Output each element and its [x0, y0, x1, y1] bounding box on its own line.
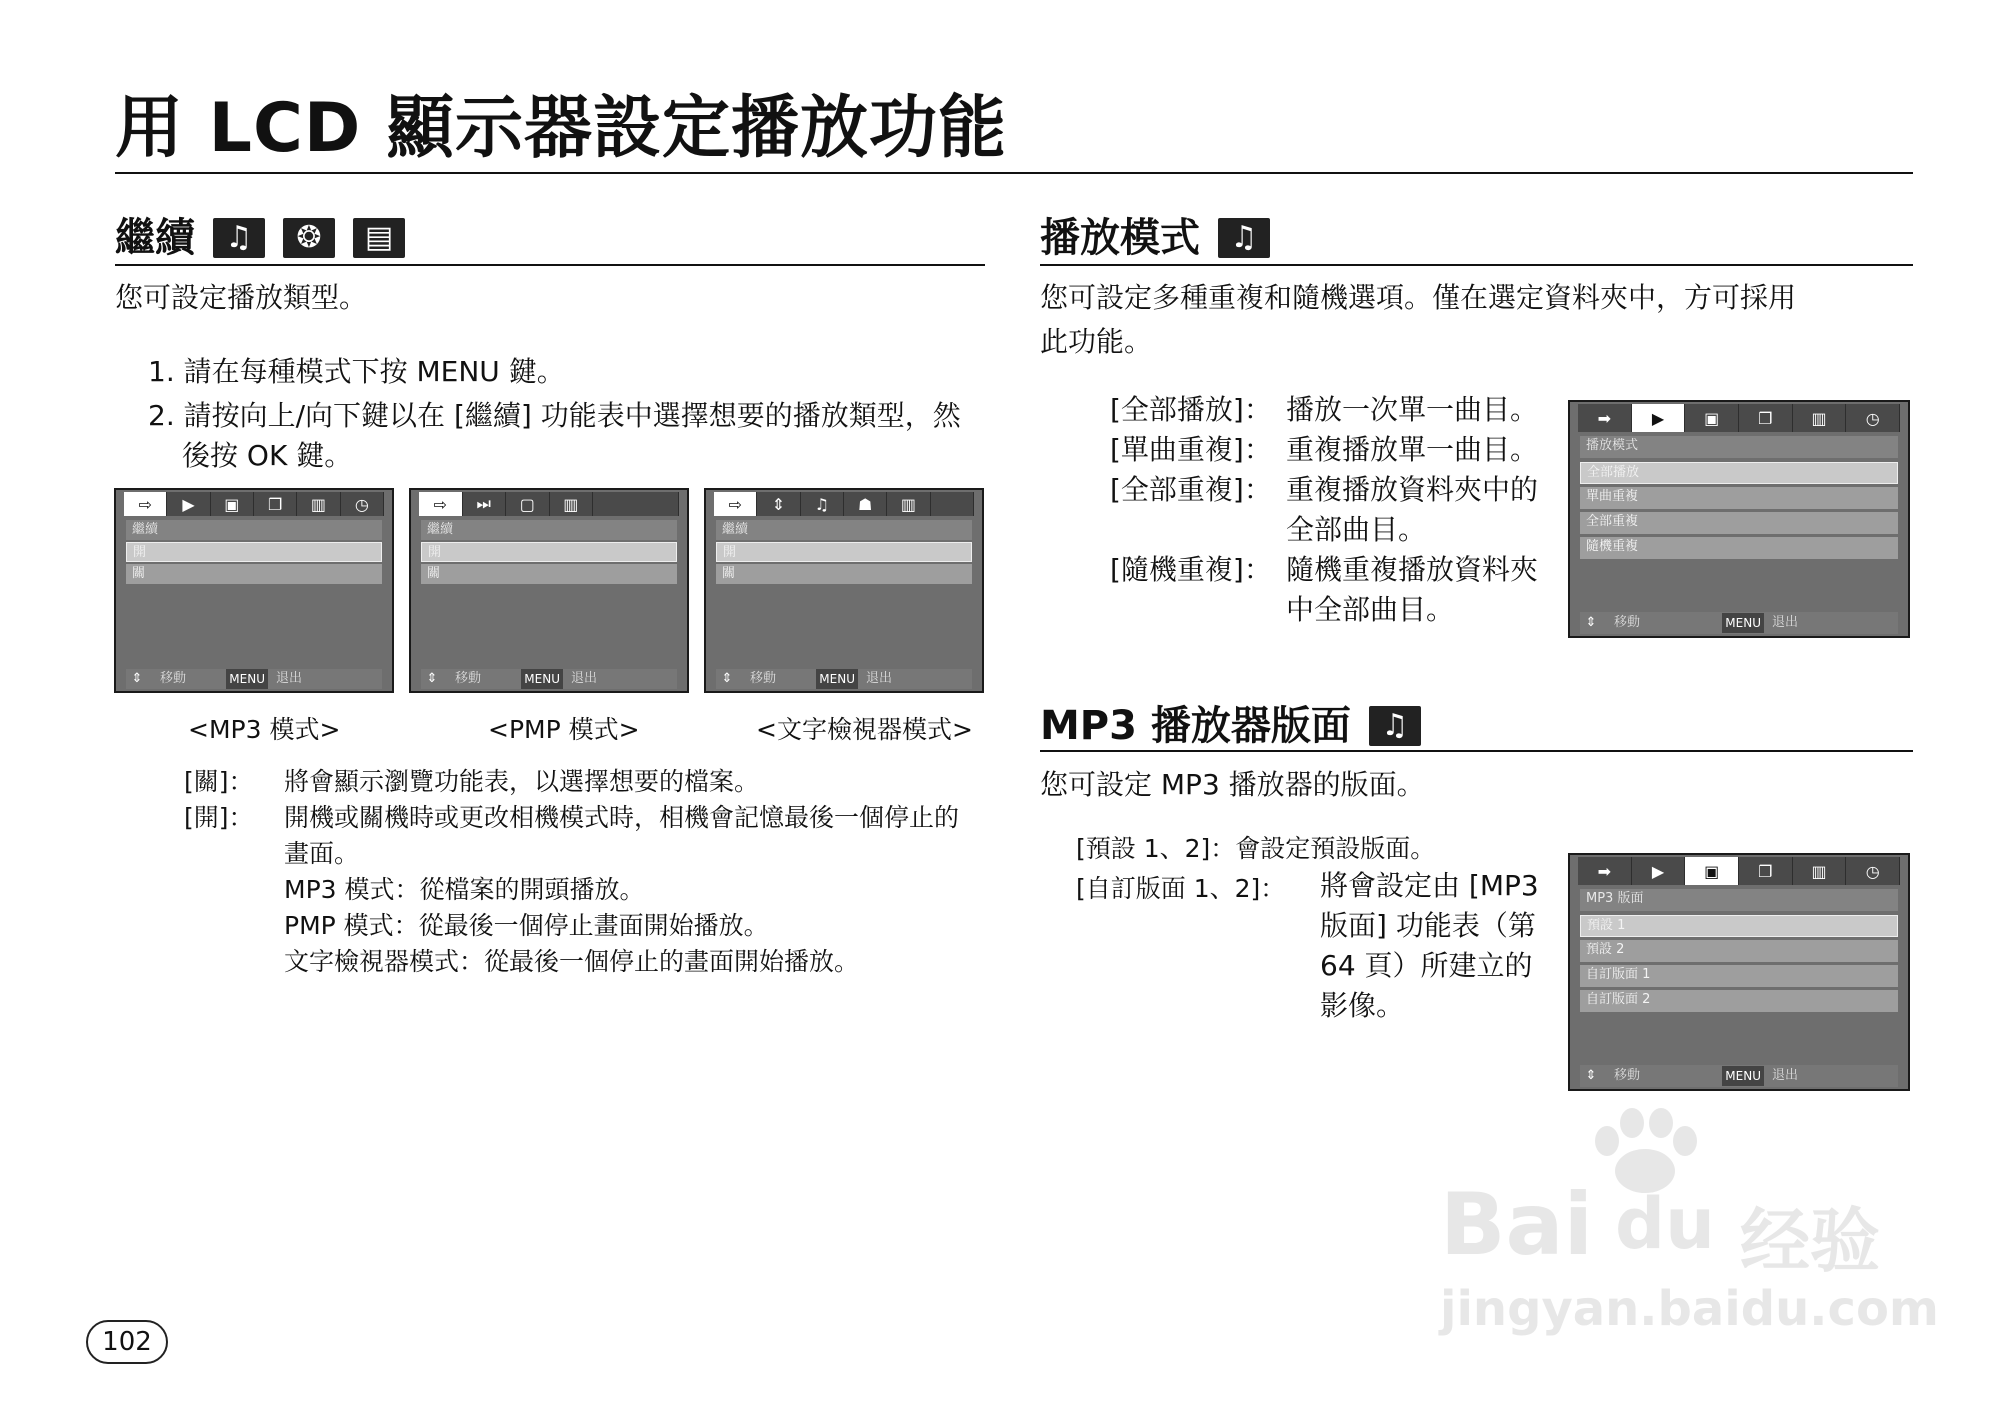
- screen-footer: [421, 669, 677, 689]
- up-down-arrow-icon: ⇕: [721, 671, 733, 686]
- play-mode-section-title: [1040, 215, 1270, 261]
- menu-title: 繼續: [421, 520, 677, 540]
- screen-footer: [716, 669, 972, 689]
- continue-step-2-line2: 後按 OK 鍵。: [182, 439, 353, 472]
- tab-arrow: ➡: [1578, 404, 1632, 432]
- repeat-one-label: [單曲重複]：: [1110, 433, 1272, 466]
- menu-key-label: MENU: [521, 669, 563, 689]
- tab-music: ♫: [801, 492, 844, 516]
- tab-mode: ▶: [1632, 857, 1686, 885]
- tab-voice: ☗: [844, 492, 887, 516]
- mp3-mode-caption: <MP3 模式>: [188, 715, 341, 744]
- off-description: 將會顯示瀏覽功能表，以選擇想要的檔案。: [284, 767, 760, 796]
- preset-skin-text: [預設 1、2]：會設定預設版面。: [1076, 834, 1436, 863]
- move-label: 移動: [1614, 1068, 1641, 1083]
- page-title: 用 LCD 顯示器設定播放功能: [115, 89, 1008, 168]
- play-all-text: 播放一次單一曲目。: [1286, 393, 1539, 426]
- menu-key-label: MENU: [816, 669, 858, 689]
- tab-delete: ▥: [887, 492, 930, 516]
- up-down-arrow-icon: ⇕: [426, 671, 438, 686]
- watermark-brand-du: du: [1615, 1183, 1715, 1265]
- menu-row-play-all: 全部播放: [1580, 462, 1898, 484]
- shuffle-label: [隨機重複]：: [1110, 553, 1272, 586]
- custom-skin-text-1: 將會設定由 [MP3: [1320, 869, 1539, 902]
- exit-label: 退出: [1771, 615, 1798, 630]
- watermark-suffix: 经验: [1740, 1200, 1880, 1282]
- menu-row-custom-1: 自訂版面 1: [1580, 965, 1898, 987]
- menu-tab-bar: [1578, 404, 1900, 432]
- on-description-2: 畫面。: [284, 839, 360, 868]
- menu-tab-bar: [124, 492, 384, 516]
- menu-row-on: 開: [421, 542, 677, 562]
- tab-arrow: ➡: [1578, 857, 1632, 885]
- exit-label: 退出: [275, 671, 302, 686]
- text-viewer-mode-caption: <文字檢視器模式>: [756, 715, 973, 744]
- play-mode-title-text: 播放模式: [1040, 215, 1200, 261]
- baidu-watermark: [1440, 1105, 1939, 1345]
- exit-label: 退出: [1771, 1068, 1798, 1083]
- menu-row-preset-1: 預設 1: [1580, 915, 1898, 937]
- on-description-4: PMP 模式：從最後一個停止畫面開始播放。: [284, 911, 769, 940]
- menu-tab-bar: [419, 492, 679, 516]
- custom-skin-text-2: 版面] 功能表（第: [1320, 909, 1536, 942]
- menu-row-repeat-one: 單曲重複: [1580, 487, 1898, 509]
- tab-skin: ▣: [211, 492, 254, 516]
- custom-skin-text-4: 影像。: [1320, 989, 1405, 1022]
- tab-slideshow: ❐: [1739, 404, 1793, 432]
- mp3-skin-intro: 您可設定 MP3 播放器的版面。: [1040, 768, 1425, 801]
- move-label: 移動: [750, 671, 777, 686]
- play-all-label: [全部播放]：: [1110, 393, 1272, 426]
- shuffle-text-1: 隨機重複播放資料夾: [1286, 553, 1539, 586]
- move-label: 移動: [160, 671, 187, 686]
- custom-skin-text-3: 64 頁）所建立的: [1320, 949, 1533, 982]
- menu-row-off: 關: [126, 564, 382, 584]
- menu-title: MP3 版面: [1580, 889, 1898, 911]
- repeat-all-text-2: 全部曲目。: [1286, 513, 1427, 546]
- play-mode-intro-1: 您可設定多種重複和隨機選項。僅在選定資料夾中，方可採用: [1040, 281, 1797, 314]
- continue-section-rule: [115, 264, 985, 266]
- tab-slideshow: ❐: [1739, 857, 1793, 885]
- up-down-arrow-icon: ⇕: [1585, 615, 1597, 630]
- menu-row-preset-2: 預設 2: [1580, 940, 1898, 962]
- mp3-skin-title-text: MP3 播放器版面: [1040, 703, 1351, 749]
- continue-step-2-line1: 2. 請按向上/向下鍵以在 [繼續] 功能表中選擇想要的播放類型，然: [148, 399, 961, 432]
- on-description-3: MP3 模式：從檔案的開頭播放。: [284, 875, 645, 904]
- move-label: 移動: [1614, 615, 1641, 630]
- document-icon: ▤: [353, 218, 405, 258]
- menu-row-on: 開: [126, 542, 382, 562]
- play-mode-section-rule: [1040, 264, 1913, 266]
- screen-footer: [1580, 612, 1898, 634]
- play-mode-screen: [1568, 400, 1910, 638]
- menu-row-on: 開: [716, 542, 972, 562]
- mp3-skin-section-rule: [1040, 750, 1913, 752]
- move-label: 移動: [455, 671, 482, 686]
- title-divider: [115, 172, 1913, 174]
- tab-timer: ◷: [341, 492, 384, 516]
- on-description-5: 文字檢視器模式：從最後一個停止的畫面開始播放。: [284, 947, 860, 976]
- tab-empty: [593, 492, 679, 516]
- pmp-mode-caption: <PMP 模式>: [488, 715, 640, 744]
- tab-arrow: ⇨: [124, 492, 167, 516]
- up-down-arrow-icon: ⇕: [1585, 1068, 1597, 1083]
- tab-frame: ▢: [506, 492, 550, 516]
- tab-arrow: ⇨: [714, 492, 757, 516]
- custom-skin-label: [自訂版面 1、2]：: [1076, 874, 1286, 903]
- menu-key-label: MENU: [226, 669, 268, 689]
- continue-intro: 您可設定播放類型。: [115, 281, 368, 314]
- on-description-1: 開機或關機時或更改相機模式時，相機會記憶最後一個停止的: [284, 803, 960, 832]
- tab-arrow: ⇨: [419, 492, 463, 516]
- mp3-continue-screen: [114, 488, 394, 693]
- menu-tab-bar: [714, 492, 974, 516]
- exit-label: 退出: [570, 671, 597, 686]
- play-mode-intro-2: 此功能。: [1040, 325, 1153, 358]
- tab-delete: ▥: [297, 492, 340, 516]
- menu-row-off: 關: [421, 564, 677, 584]
- tab-delete: ▥: [1793, 857, 1847, 885]
- menu-title: 繼續: [716, 520, 972, 540]
- menu-row-shuffle: 隨機重複: [1580, 537, 1898, 559]
- screen-footer: [1580, 1065, 1898, 1087]
- menu-row-off: 關: [716, 564, 972, 584]
- pmp-continue-screen: [409, 488, 689, 693]
- tab-delete: ▥: [1793, 404, 1847, 432]
- repeat-one-text: 重複播放單一曲目。: [1286, 433, 1539, 466]
- paw-icon: [1585, 1105, 1705, 1195]
- tab-mode: ▶: [1632, 404, 1686, 432]
- up-down-arrow-icon: ⇕: [131, 671, 143, 686]
- page-number: 102: [86, 1320, 168, 1364]
- screen-footer: [126, 669, 382, 689]
- menu-title: 繼續: [126, 520, 382, 540]
- tab-slideshow: ❐: [254, 492, 297, 516]
- continue-section-title: [115, 215, 405, 261]
- music-icon: ♫: [213, 218, 265, 258]
- on-label: [開]：: [184, 803, 254, 832]
- music-icon: ♫: [1369, 706, 1421, 746]
- menu-row-repeat-all: 全部重複: [1580, 512, 1898, 534]
- watermark-brand: Bai: [1440, 1175, 1594, 1275]
- menu-key-label: MENU: [1722, 1066, 1764, 1086]
- tab-mode: ▶: [167, 492, 210, 516]
- text-viewer-continue-screen: [704, 488, 984, 693]
- continue-step-1: 1. 請在每種模式下按 MENU 鍵。: [148, 355, 565, 388]
- movie-reel-icon: ❂: [283, 218, 335, 258]
- tab-empty: [931, 492, 974, 516]
- watermark-url: jingyan.baidu.com: [1440, 1281, 1939, 1337]
- tab-skin: ▣: [1685, 404, 1739, 432]
- menu-tab-bar: [1578, 857, 1900, 885]
- tab-delete: ▥: [550, 492, 594, 516]
- tab-scroll: ⇕: [757, 492, 800, 516]
- repeat-all-text-1: 重複播放資料夾中的: [1286, 473, 1539, 506]
- tab-timer: ◷: [1846, 404, 1900, 432]
- menu-row-custom-2: 自訂版面 2: [1580, 990, 1898, 1012]
- tab-time: ⏭: [463, 492, 507, 516]
- mp3-skin-screen: [1568, 853, 1910, 1091]
- off-label: [關]：: [184, 767, 254, 796]
- repeat-all-label: [全部重複]：: [1110, 473, 1272, 506]
- continue-title-text: 繼續: [115, 215, 195, 261]
- tab-skin: ▣: [1685, 857, 1739, 885]
- music-icon: ♫: [1218, 218, 1270, 258]
- shuffle-text-2: 中全部曲目。: [1286, 593, 1455, 626]
- tab-timer: ◷: [1846, 857, 1900, 885]
- mp3-skin-section-title: [1040, 703, 1421, 749]
- menu-title: 播放模式: [1580, 436, 1898, 458]
- exit-label: 退出: [865, 671, 892, 686]
- menu-key-label: MENU: [1722, 613, 1764, 633]
